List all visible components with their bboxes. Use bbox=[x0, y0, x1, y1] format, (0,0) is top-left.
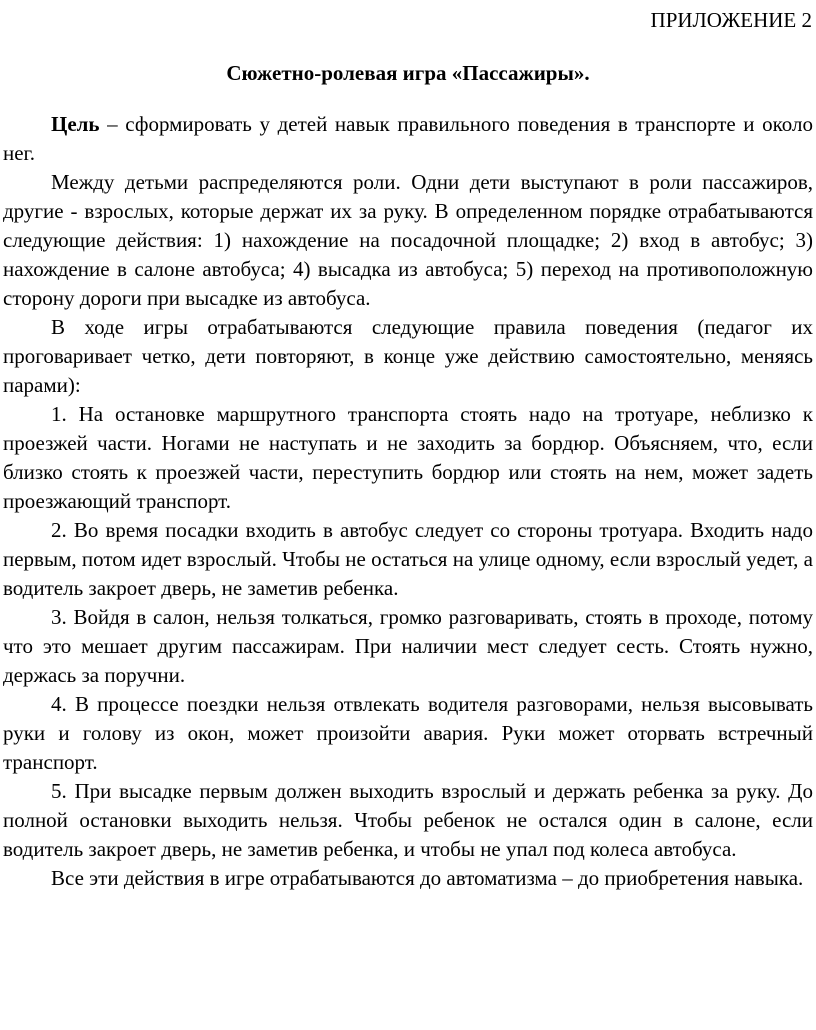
goal-text: – сформировать у детей навык правильного поведения в транспорте и около нег. bbox=[3, 112, 813, 165]
rule-item-3: 3. Войдя в салон, нельзя толкаться, громко разговаривать, стоять в проходе, потому что это мешает другим пассажирам. При наличии мест следует сесть. Стоять нужно, держась за поручни. bbox=[3, 605, 813, 687]
goal-paragraph bbox=[3, 110, 813, 168]
appendix-label: ПРИЛОЖЕНИЕ 2 bbox=[650, 8, 812, 32]
rule-item-4: 4. В процессе поездки нельзя отвлекать водителя разговорами, нельзя высовывать руки и голову из окон, может произойти авария. Руки может оторвать встречный транспорт. bbox=[3, 692, 813, 774]
rules-intro-paragraph: В ходе игры отрабатываются следующие правила поведения (педагог их проговаривает четко, дети повторяют, в конце уже действию самостоятельно, меняясь парами): bbox=[3, 315, 813, 397]
conclusion-paragraph: Все эти действия в игре отрабатываются до автоматизма – до приобретения навыка. bbox=[51, 866, 804, 890]
goal-label: Цель bbox=[51, 112, 100, 136]
intro-paragraph: Между детьми распределяются роли. Одни дети выступают в роли пассажиров, другие - взрослых, которые держат их за руку. В определенном порядке отрабатываются следующие действия: 1) нахождение на посадочной площадке; 2) вход в автобус; 3) нахождение в салоне автобуса; 4) высадка из автобуса; 5) переход на противоположную сторону дороги при высадке из автобуса. bbox=[3, 170, 813, 310]
rule-item-2: 2. Во время посадки входить в автобус следует со стороны тротуара. Входить надо первым, потом идет взрослый. Чтобы не остаться на улице одному, если взрослый уедет, а водитель закроет дверь, не заметив ребенка. bbox=[3, 518, 813, 600]
rule-item-1: 1. На остановке маршрутного транспорта стоять надо на тротуаре, неблизко к проезжей части. Ногами не наступать и не заходить за бордюр. Объясняем, что, если близко стоять к проезжей части, переступить бордюр или стоять на нем, может задеть проезжающий транспорт. bbox=[3, 402, 813, 513]
document-title: Сюжетно-ролевая игра «Пассажиры». bbox=[226, 61, 590, 85]
rule-item-5: 5. При высадке первым должен выходить взрослый и держать ребенка за руку. До полной остановки выходить нельзя. Чтобы ребенок не остался один в салоне, если водитель закроет дверь, не заметив ребенка, и чтобы не упал под колеса автобуса. bbox=[3, 779, 813, 861]
